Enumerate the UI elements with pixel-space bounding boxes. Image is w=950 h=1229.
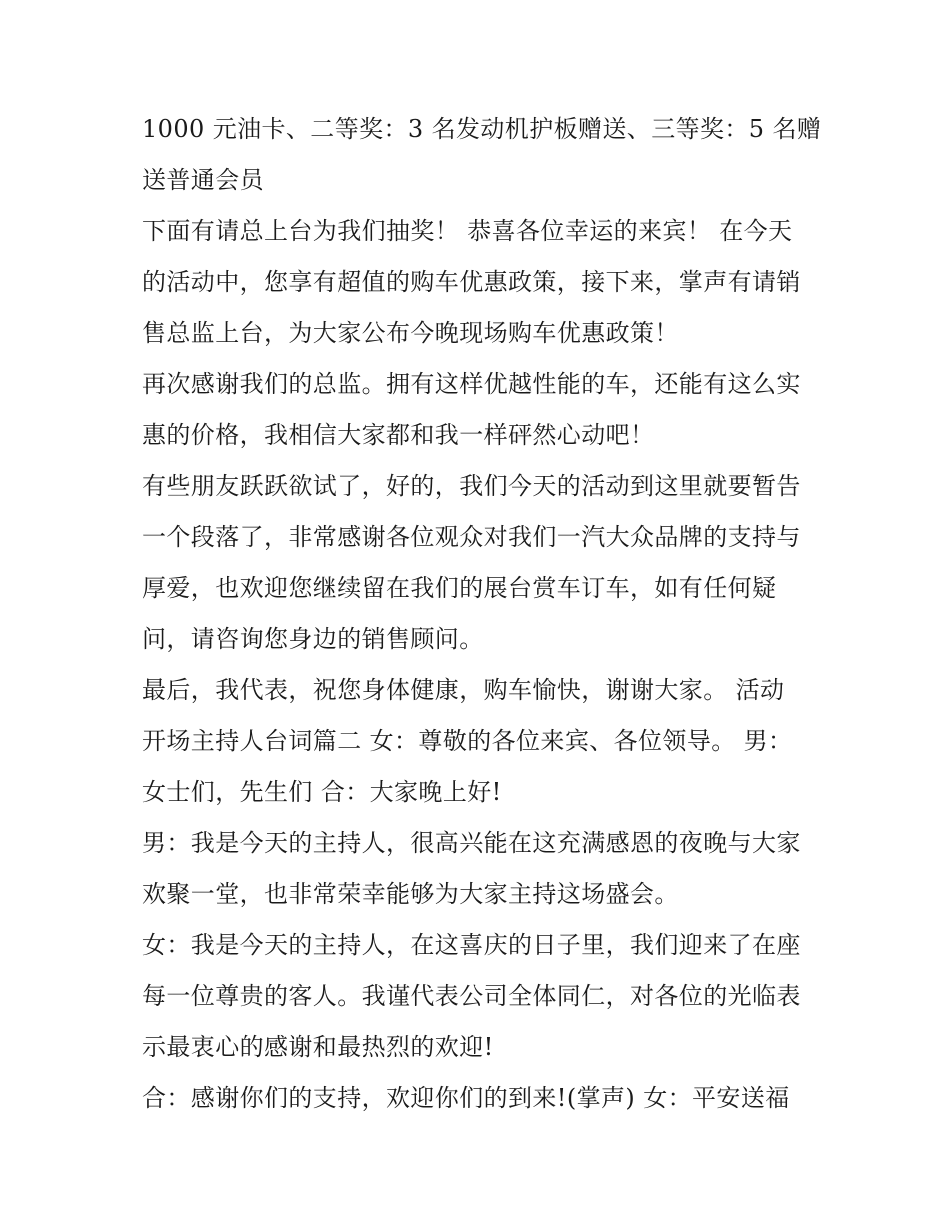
text-line: 惠的价格，我相信大家都和我一样砰然心动吧！	[142, 421, 655, 449]
text-line: 男：我是今天的主持人，很高兴能在这充满感恩的夜晚与大家	[142, 829, 801, 857]
text-line: 的活动中，您享有超值的购车优惠政策，接下来，掌声有请销	[142, 268, 801, 296]
text-line: 厚爱，也欢迎您继续留在我们的展台赏车订车，如有任何疑	[142, 574, 777, 602]
text-line: 售总监上台，为大家公布今晚现场购车优惠政策！	[142, 319, 679, 347]
text-line: 开场主持人台词篇二 女：尊敬的各位来宾、各位领导。 男：	[142, 727, 793, 755]
text-line: 最后，我代表，祝您身体健康，购车愉快，谢谢大家。 活动	[142, 676, 785, 704]
text-line: 合：感谢你们的支持，欢迎你们的到来!(掌声) 女：平安送福	[142, 1084, 790, 1112]
document-page	[142, 104, 822, 1124]
text-line: 一个段落了，非常感谢各位观众对我们一汽大众品牌的支持与	[142, 523, 801, 551]
text-line: 送普通会员	[142, 166, 264, 194]
text-line: 欢聚一堂，也非常荣幸能够为大家主持这场盛会。	[142, 880, 679, 908]
text-line: 1000 元油卡、二等奖：3 名发动机护板赠送、三等奖：5 名赠	[142, 115, 822, 143]
text-line: 女：我是今天的主持人，在这喜庆的日子里，我们迎来了在座	[142, 931, 801, 959]
text-line: 下面有请总上台为我们抽奖！ 恭喜各位幸运的来宾！ 在今天	[142, 217, 793, 245]
text-line: 再次感谢我们的总监。拥有这样优越性能的车，还能有这么实	[142, 370, 801, 398]
text-line: 每一位尊贵的客人。我谨代表公司全体同仁，对各位的光临表	[142, 982, 801, 1010]
text-line: 问，请咨询您身边的销售顾问。	[142, 625, 484, 653]
text-line: 女士们，先生们 合：大家晚上好!	[142, 778, 502, 806]
text-line: 有些朋友跃跃欲试了，好的，我们今天的活动到这里就要暂告	[142, 472, 801, 500]
text-line: 示最衷心的感谢和最热烈的欢迎!	[142, 1033, 494, 1061]
